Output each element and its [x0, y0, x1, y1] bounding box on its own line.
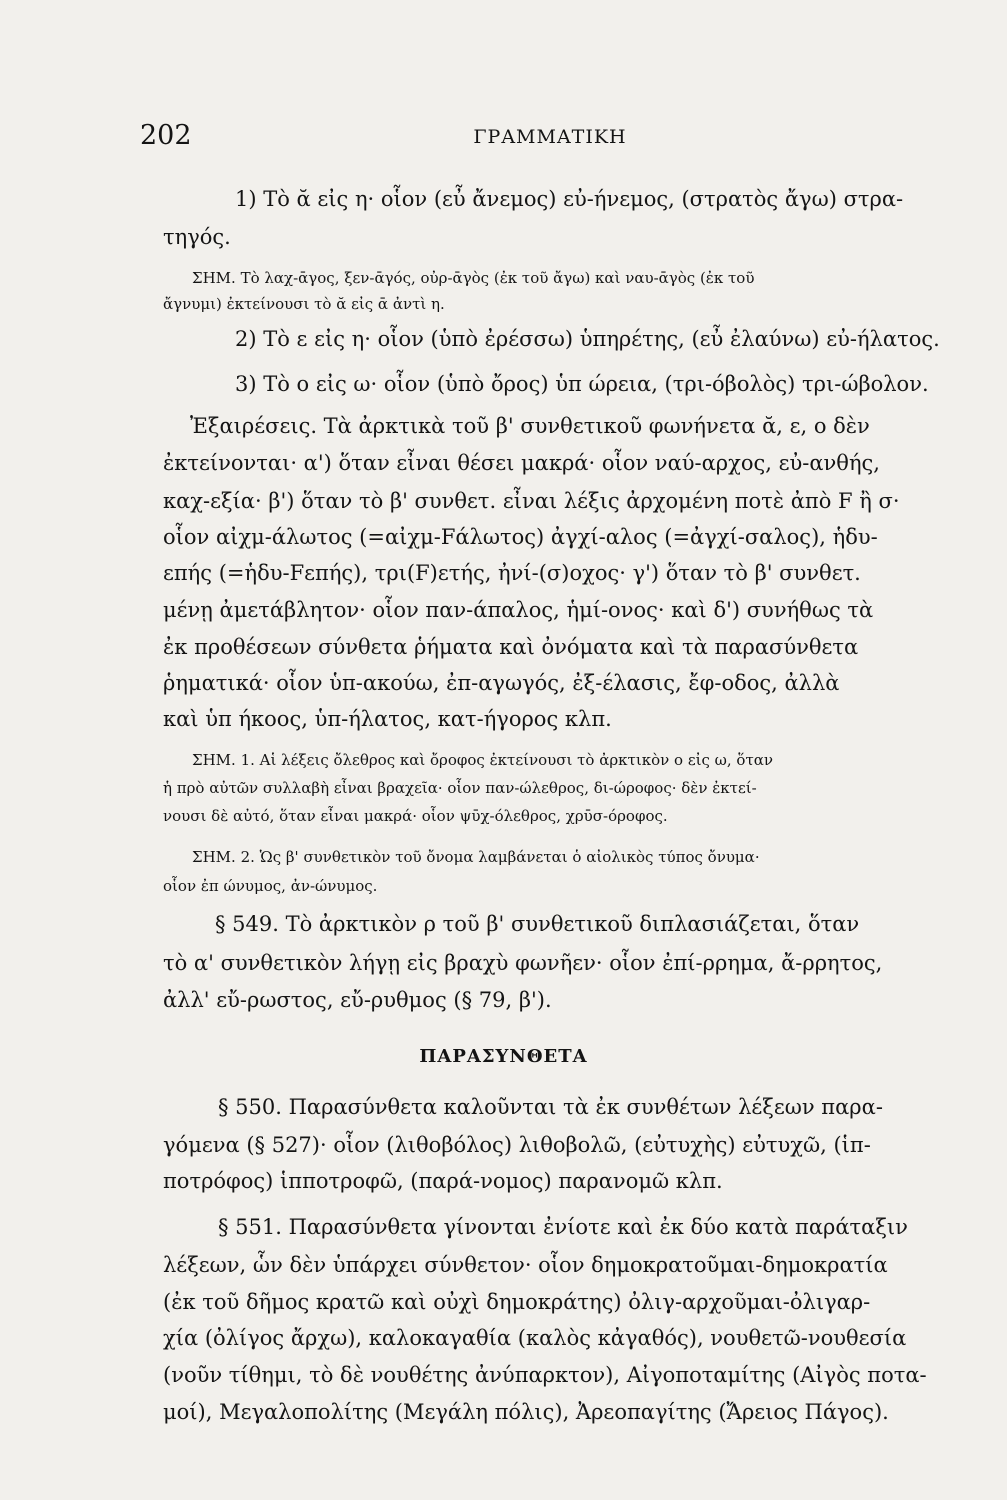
note-line: ἡ πρὸ αὐτῶν συλλαβὴ εἶναι βραχεῖα· οἷον παν-ώλεθρος, δι-ώροφος· δὲν ἐκτεί-	[163, 779, 757, 797]
text-line: τηγός.	[163, 225, 231, 249]
text-line: 3) Τὸ ο εἰς ω· οἷον (ὑπὸ ὄρος) ὑπ ώρεια, (τρι-όβολὸς) τρι-ώβολον.	[235, 372, 929, 396]
text-line: Ἐξαιρέσεις. Τὰ ἀρκτικὰ τοῦ β' συνθετικοῦ φωνήνετα ᾰ, ε, ο δὲν	[190, 414, 870, 438]
page-header	[140, 120, 960, 156]
text-line: μοί), Μεγαλοπολίτης (Μεγάλη πόλις), Ἀρεοπαγίτης (Ἄρειος Πάγος).	[163, 1400, 889, 1424]
text-line: ἐκ προθέσεων σύνθετα ῥήματα καὶ ὀνόματα καὶ τὰ παρασύνθετα	[163, 635, 859, 659]
text-line: ἐκτείνονται· α') ὅταν εἶναι θέσει μακρά· οἷον ναύ-αρχος, εὐ-ανθής,	[163, 451, 880, 475]
text-line: επής (=ἡδυ-Fεπής), τρι(F)ετής, ἠνί-(σ)οχος· γ') ὅταν τὸ β' συνθετ.	[163, 561, 861, 585]
note-line: νουσι δὲ αὐτό, ὅταν εἶναι μακρά· οἷον ψῡχ-όλεθρος, χρῡσ-όροφος.	[163, 807, 668, 825]
page-number: 202	[140, 120, 192, 151]
text-line: ῥηματικά· οἷον ὑπ-ακούω, ἐπ-αγωγός, ἐξ-έλασις, ἔφ-οδος, ἀλλὰ	[163, 671, 840, 695]
text-line: ἀλλ' εὔ-ρωστος, εὔ-ρυθμος (§ 79, β').	[163, 988, 552, 1012]
text-line: ποτρόφος) ἱπποτροφῶ, (παρά-νομος) παρανομῶ κλπ.	[163, 1169, 723, 1193]
note-line: ΣΗΜ. 1. Αἱ λέξεις ὄλεθρος καὶ ὄροφος ἐκτείνουσι τὸ ἀρκτικὸν ο εἰς ω, ὅταν	[192, 751, 773, 769]
text-line: 2) Τὸ ε εἰς η· οἷον (ὑπὸ ἐρέσσω) ὑπηρέτης, (εὖ ἐλαύνω) εὐ-ήλατος.	[235, 327, 940, 351]
note-line: ΣΗΜ. Τὸ λαχ-ᾱγος, ξεν-ᾱγός, οὐρ-ᾱγὸς (ἐκ τοῦ ἄγω) καὶ ναυ-ᾱγὸς (ἐκ τοῦ	[192, 269, 755, 287]
text-line: μένῃ ἀμετάβλητον· οἷον παν-άπαλος, ἡμί-ονος· καὶ δ') συνήθως τὰ	[163, 598, 874, 622]
text-line: (ἐκ τοῦ δῆμος κρατῶ καὶ οὐχὶ δημοκράτης) ὀλιγ-αρχοῦμαι-ὀλιγαρ-	[163, 1290, 871, 1314]
text-line: § 551. Παρασύνθετα γίνονται ἐνίοτε καὶ ἐκ δύο κατὰ παράταξιν	[218, 1215, 908, 1239]
note-line: ΣΗΜ. 2. Ὡς β' συνθετικὸν τοῦ ὄνομα λαμβάνεται ὁ αἰολικὸς τύπος ὄνυμα·	[192, 848, 760, 866]
note-line: ἄγνυμι) ἐκτείνουσι τὸ ᾰ εἰς ᾱ ἀντὶ η.	[163, 295, 445, 313]
text-line: καχ-εξία· β') ὅταν τὸ β' συνθετ. εἶναι λέξις ἀρχομένη ποτὲ ἀπὸ F ἢ σ·	[163, 489, 900, 513]
text-line: χία (ὀλίγος ἄρχω), καλοκαγαθία (καλὸς κἀγαθός), νουθετῶ-νουθεσία	[163, 1326, 907, 1350]
text-line: καὶ ὑπ ήκοος, ὑπ-ήλατος, κατ-ήγορος κλπ.	[163, 707, 612, 731]
note-line: οἷον ἐπ ώνυμος, ἀν-ώνυμος.	[163, 877, 378, 895]
text-line: τὸ α' συνθετικὸν λήγῃ εἰς βραχὺ φωνῆεν· οἷον ἐπί-ρρημα, ἄ-ρρητος,	[163, 951, 883, 975]
text-line: οἷον αἰχμ-άλωτος (=αἰχμ-Fάλωτος) ἀγχί-αλος (=ἀγχί-σαλος), ἡδυ-	[163, 525, 878, 549]
text-line: § 549. Τὸ ἀρκτικὸν ρ τοῦ β' συνθετικοῦ διπλασιάζεται, ὅταν	[215, 912, 860, 936]
text-line: (νοῦν τίθημι, τὸ δὲ νουθέτης ἀνύπαρκτον), Αἰγοποταμίτης (Αἰγὸς ποτα-	[163, 1363, 927, 1387]
running-title: ΓΡΑΜΜΑΤΙΚΗ	[473, 126, 627, 148]
text-line: § 550. Παρασύνθετα καλοῦνται τὰ ἐκ συνθέτων λέξεων παρα-	[218, 1095, 883, 1119]
text-line: γόμενα (§ 527)· οἷον (λιθοβόλος) λιθοβολῶ, (εὐτυχὴς) εὐτυχῶ, (ἱπ-	[163, 1133, 871, 1157]
text-line: λέξεων, ὧν δὲν ὑπάρχει σύνθετον· οἷον δημοκρατοῦμαι-δημοκρατία	[163, 1253, 888, 1277]
section-heading: ΠΑΡΑΣΥΝΘΕΤΑ	[419, 1046, 588, 1067]
text-line: 1) Τὸ ᾰ εἰς η· οἷον (εὖ ἄνεμος) εὐ-ήνεμος, (στρατὸς ἄγω) στρα-	[235, 187, 904, 211]
